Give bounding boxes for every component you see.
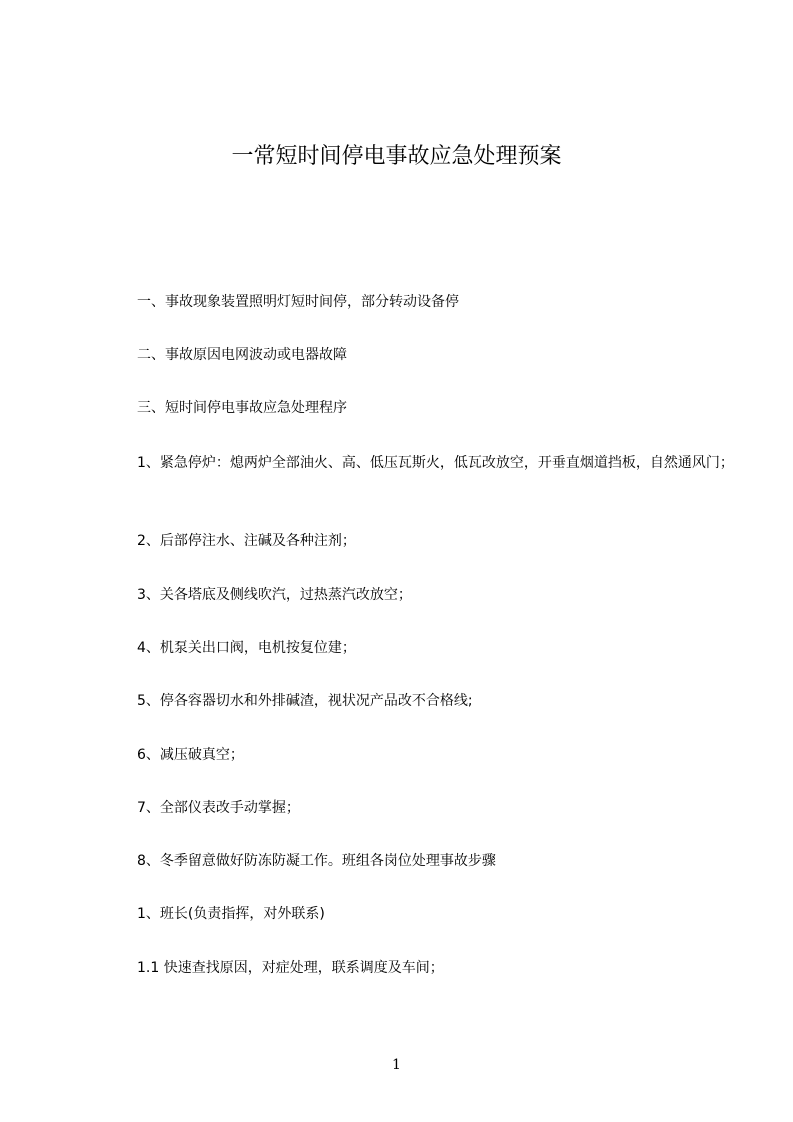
paragraph-step-3: 3、关各塔底及侧线吹汽，过热蒸汽改放空； bbox=[137, 587, 412, 603]
paragraph-item-1-1: 1.1 快速查找原因，对症处理，联系调度及车间； bbox=[137, 960, 444, 976]
paragraph-step-6: 6、减压破真空； bbox=[137, 747, 244, 763]
page-title: 一常短时间停电事故应急处理预案 bbox=[231, 144, 562, 169]
paragraph-step-4: 4、机泵关出口阀，电机按复位建； bbox=[137, 640, 356, 656]
paragraph-section-1: 一、事故现象装置照明灯短时间停，部分转动设备停 bbox=[137, 294, 459, 310]
paragraph-step-8: 8、冬季留意做好防冻防凝工作。班组各岗位处理事故步骤 bbox=[137, 853, 496, 869]
paragraph-step-2: 2、后部停注水、注碱及各种注剂； bbox=[137, 533, 356, 549]
paragraph-section-2: 二、事故原因电网波动或电器故障 bbox=[137, 347, 347, 363]
paragraph-section-3: 三、短时间停电事故应急处理程序 bbox=[137, 400, 347, 416]
paragraph-team-leader: 1、班长(负责指挥，对外联系) bbox=[137, 906, 325, 922]
page-number: 1 bbox=[392, 1057, 401, 1073]
paragraph-step-5: 5、停各容器切水和外排碱渣，视状况产品改不合格线; bbox=[137, 693, 473, 709]
paragraph-step-1: 1、紧急停炉：熄两炉全部油火、高、低压瓦斯火，低瓦改放空，开垂直烟道挡板，自然通风门； bbox=[137, 455, 734, 471]
paragraph-step-7: 7、全部仪表改手动掌握； bbox=[137, 800, 300, 816]
